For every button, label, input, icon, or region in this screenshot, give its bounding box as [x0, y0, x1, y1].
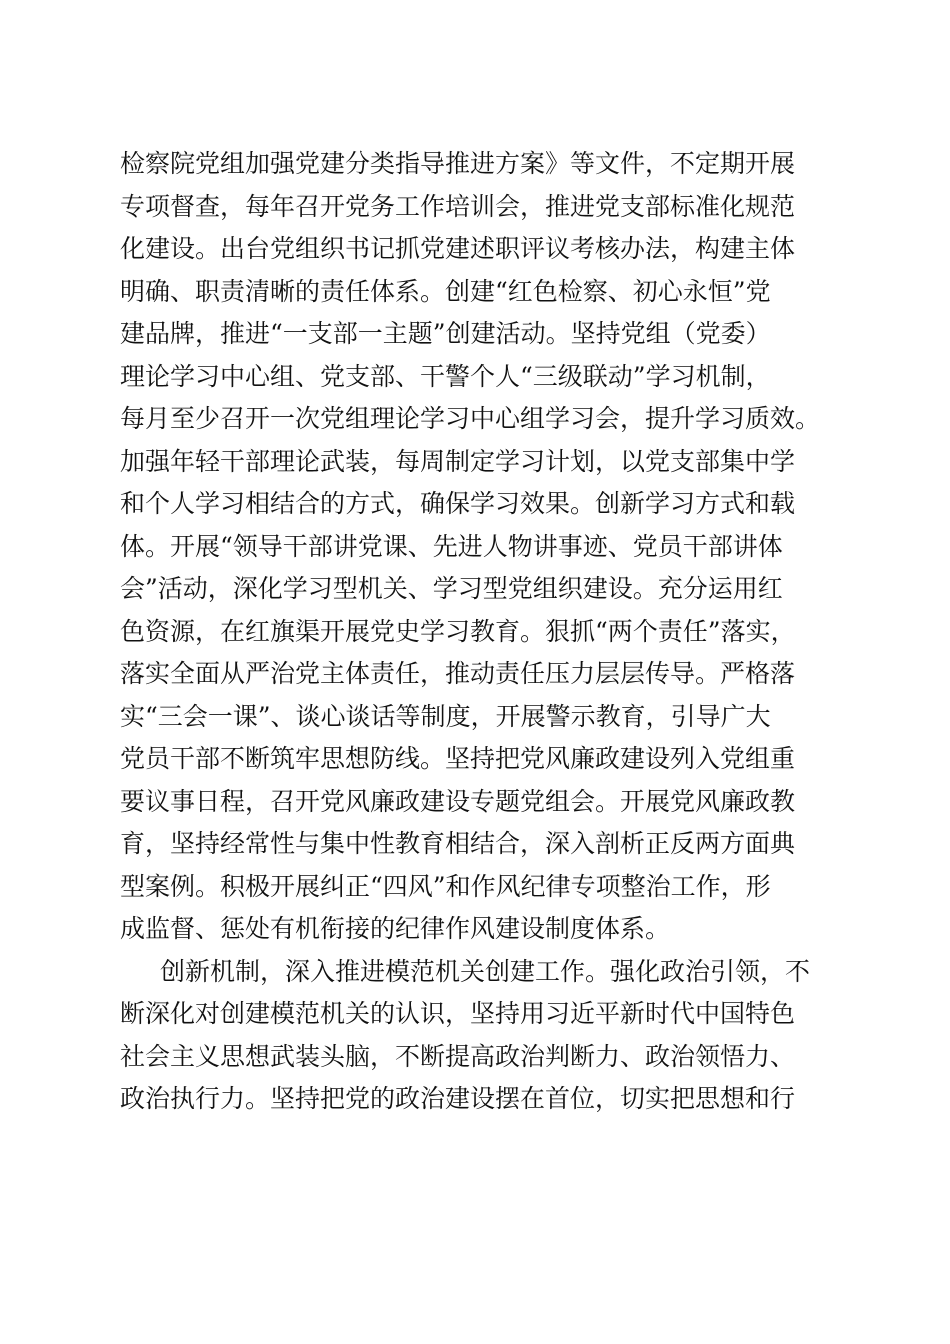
text-line: 创新机制，深入推进模范机关创建工作。强化政治引领，不 — [160, 956, 811, 986]
text-line: 加强年轻干部理论武装，每周制定学习计划，以党支部集中学 — [120, 446, 796, 476]
text-line: 社会主义思想武装头脑，不断提高政治判断力、政治领悟力、 — [120, 1041, 796, 1071]
text-line: 党员干部不断筑牢思想防线。坚持把党风廉政建设列入党组重 — [120, 744, 796, 773]
text-line: 要议事日程，召开党风廉政建设专题党组会。开展党风廉政教 — [120, 786, 796, 816]
text-line: 型案例。积极开展纠正“四风”和作风纪律专项整治工作，形 — [120, 871, 771, 901]
text-line: 明确、职责清晰的责任体系。创建“红色检察、初心永恒”党 — [120, 276, 771, 306]
text-line: 每月至少召开一次党组理论学习中心组学习会，提升学习质效。 — [120, 404, 821, 433]
text-line: 和个人学习相结合的方式，确保学习效果。创新学习方式和载 — [120, 489, 796, 518]
text-line: 色资源，在红旗渠开展党史学习教育。狠抓“两个责任”落实， — [120, 616, 796, 646]
text-line: 理论学习中心组、党支部、干警个人“三级联动”学习机制， — [120, 361, 771, 391]
text-line: 断深化对创建模范机关的认识，坚持用习近平新时代中国特色 — [120, 999, 796, 1028]
text-line: 政治执行力。坚持把党的政治建设摆在首位，切实把思想和行 — [120, 1084, 796, 1113]
text-line: 体。开展“领导干部讲党课、先进人物讲事迹、党员干部讲体 — [120, 531, 783, 561]
text-line: 育，坚持经常性与集中性教育相结合，深入剖析正反两方面典 — [120, 829, 796, 858]
text-line: 专项督查，每年召开党务工作培训会，推进党支部标准化规范 — [120, 191, 796, 221]
text-line: 落实全面从严治党主体责任，推动责任压力层层传导。严格落 — [120, 659, 796, 688]
text-line: 成监督、惩处有机衔接的纪律作风建设制度体系。 — [120, 914, 671, 943]
body-text — [120, 143, 840, 1121]
text-line: 建品牌，推进“一支部一主题”创建活动。坚持党组（党委） — [120, 319, 771, 348]
paragraph-2 — [120, 951, 840, 1121]
text-line: 检察院党组加强党建分类指导推进方案》等文件，不定期开展 — [120, 149, 796, 178]
paragraph-1 — [120, 143, 840, 951]
text-line: 会”活动，深化学习型机关、学习型党组织建设。充分运用红 — [120, 574, 783, 603]
text-line: 化建设。出台党组织书记抓党建述职评议考核办法，构建主体 — [120, 234, 796, 263]
text-line: 实“三会一课”、谈心谈话等制度，开展警示教育，引导广大 — [120, 701, 771, 731]
